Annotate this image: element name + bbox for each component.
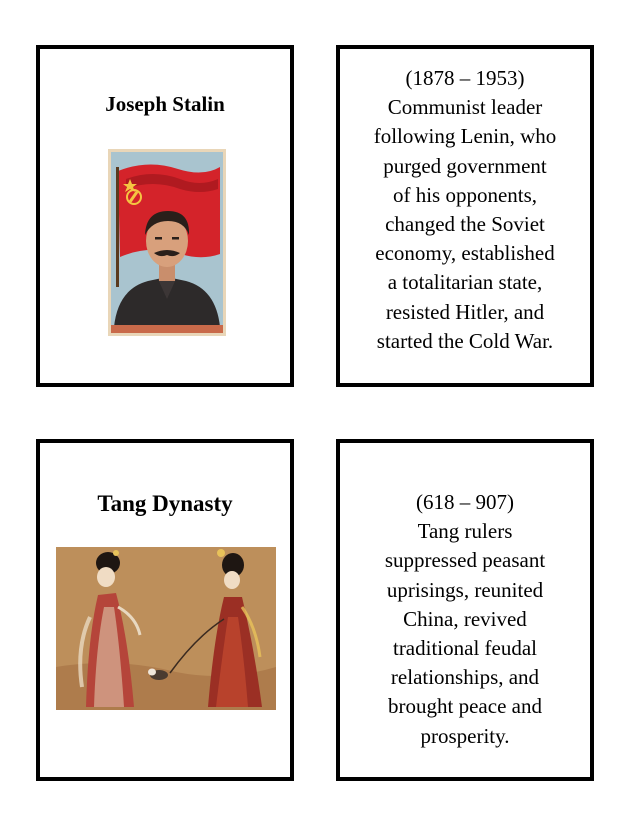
term-card-tang bbox=[36, 439, 294, 781]
description-line: suppressed peasant bbox=[384, 548, 546, 573]
term-title: Tang Dynasty bbox=[97, 491, 233, 516]
description-line: traditional feudal bbox=[392, 636, 538, 661]
description-line: (1878 – 1953) bbox=[405, 66, 525, 90]
description-line: brought peace and bbox=[388, 694, 542, 719]
description-line: following Lenin, who bbox=[373, 124, 557, 149]
definition-card-tang bbox=[336, 439, 594, 781]
description-line: a totalitarian state, bbox=[387, 270, 543, 295]
definition-text bbox=[346, 64, 584, 356]
term-card-stalin bbox=[36, 45, 294, 387]
description-line: uprisings, reunited bbox=[386, 577, 544, 602]
term-title: Joseph Stalin bbox=[105, 92, 225, 116]
description-line: economy, established bbox=[375, 241, 555, 266]
tang-painting-image bbox=[56, 547, 276, 710]
description-line: resisted Hitler, and bbox=[385, 299, 545, 324]
description-line: Tang rulers bbox=[417, 519, 513, 544]
description-line: changed the Soviet bbox=[385, 212, 545, 237]
description-line: China, revived bbox=[403, 606, 527, 631]
description-line: Communist leader bbox=[387, 95, 543, 120]
description-line: relationships, and bbox=[390, 665, 540, 690]
stalin-portrait-image bbox=[108, 149, 226, 336]
description-line: started the Cold War. bbox=[376, 328, 554, 353]
description-line: of his opponents, bbox=[392, 182, 538, 207]
definition-card-stalin bbox=[336, 45, 594, 387]
description-line: (618 – 907) bbox=[416, 490, 514, 514]
definition-text bbox=[346, 488, 584, 751]
description-line: purged government bbox=[383, 153, 547, 178]
description-line: prosperity. bbox=[420, 723, 510, 748]
